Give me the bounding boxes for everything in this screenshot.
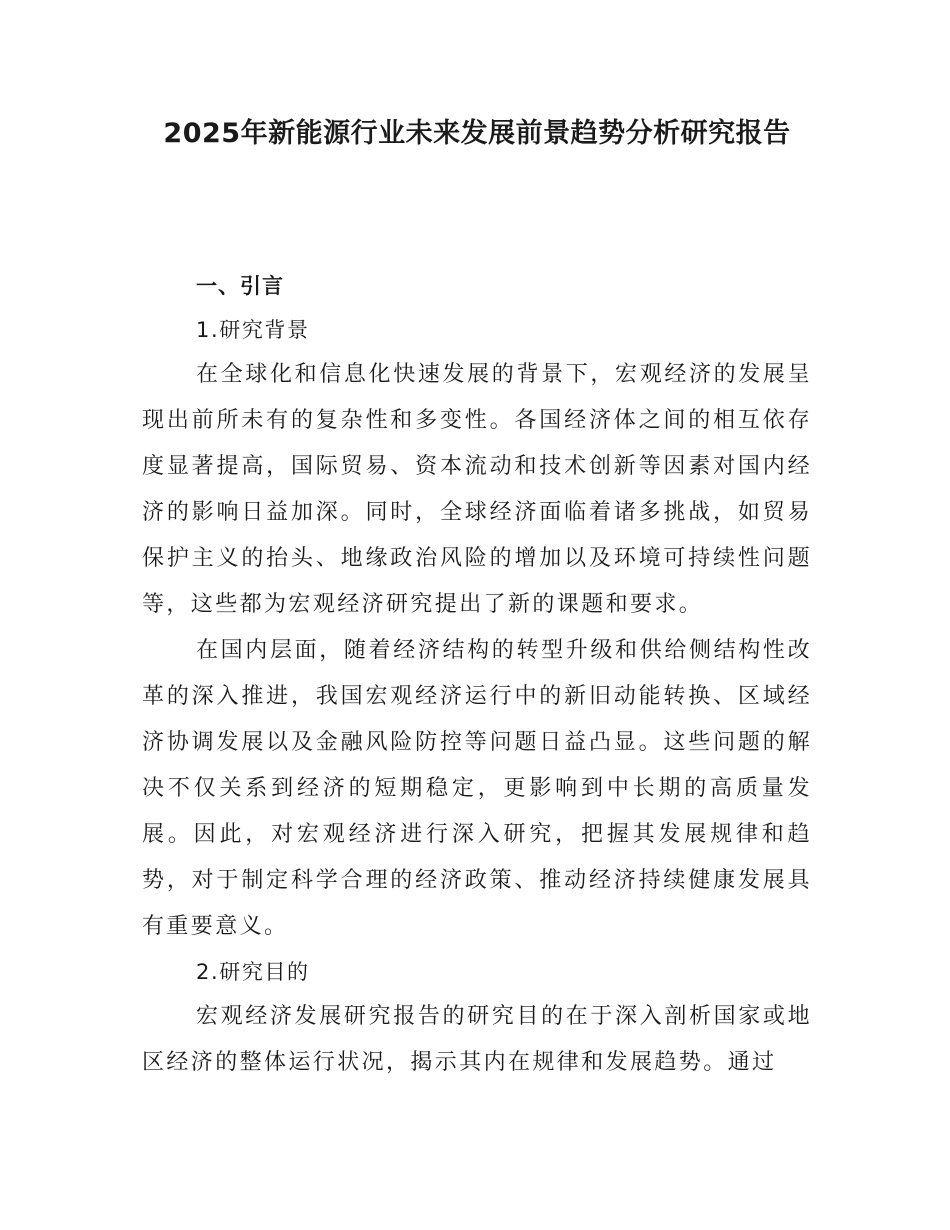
subheading-research-purpose: 2.研究目的 — [196, 960, 310, 984]
document-title: 2025年新能源行业未来发展前景趋势分析研究报告 — [163, 118, 791, 149]
paragraph-background-2: 在国内层面，随着经济结构的转型升级和供给侧结构性改革的深入推进，我国宏观经济运行中的新旧动能转换、区域经济协调发展以及金融风险防控等问题日益凸显。这些问题的解决不仅关系到经济的短期稳定，更影响到中长期的高质量发展。因此，对宏观经济进行深入研究，把握其发展规律和趋势，对于制定科学合理的经济政策、推动经济持续健康发展具有重要意义。 — [142, 638, 812, 939]
paragraph-background-1: 在全球化和信息化快速发展的背景下，宏观经济的发展呈现出前所未有的复杂性和多变性。各国经济体之间的相互依存度显著提高，国际贸易、资本流动和技术创新等因素对国内经济的影响日益加深。同时，全球经济面临着诸多挑战，如贸易保护主义的抬头、地缘政治风险的增加以及环境可持续性问题等，这些都为宏观经济研究提出了新的课题和要求。 — [142, 362, 812, 617]
subheading-research-background: 1.研究背景 — [196, 318, 310, 342]
section-heading-introduction: 一、引言 — [196, 274, 284, 298]
document-body — [142, 264, 812, 1086]
paragraph-purpose-1: 宏观经济发展研究报告的研究目的在于深入剖析国家或地区经济的整体运行状况，揭示其内在规律和发展趋势。通过 — [142, 1004, 812, 1075]
